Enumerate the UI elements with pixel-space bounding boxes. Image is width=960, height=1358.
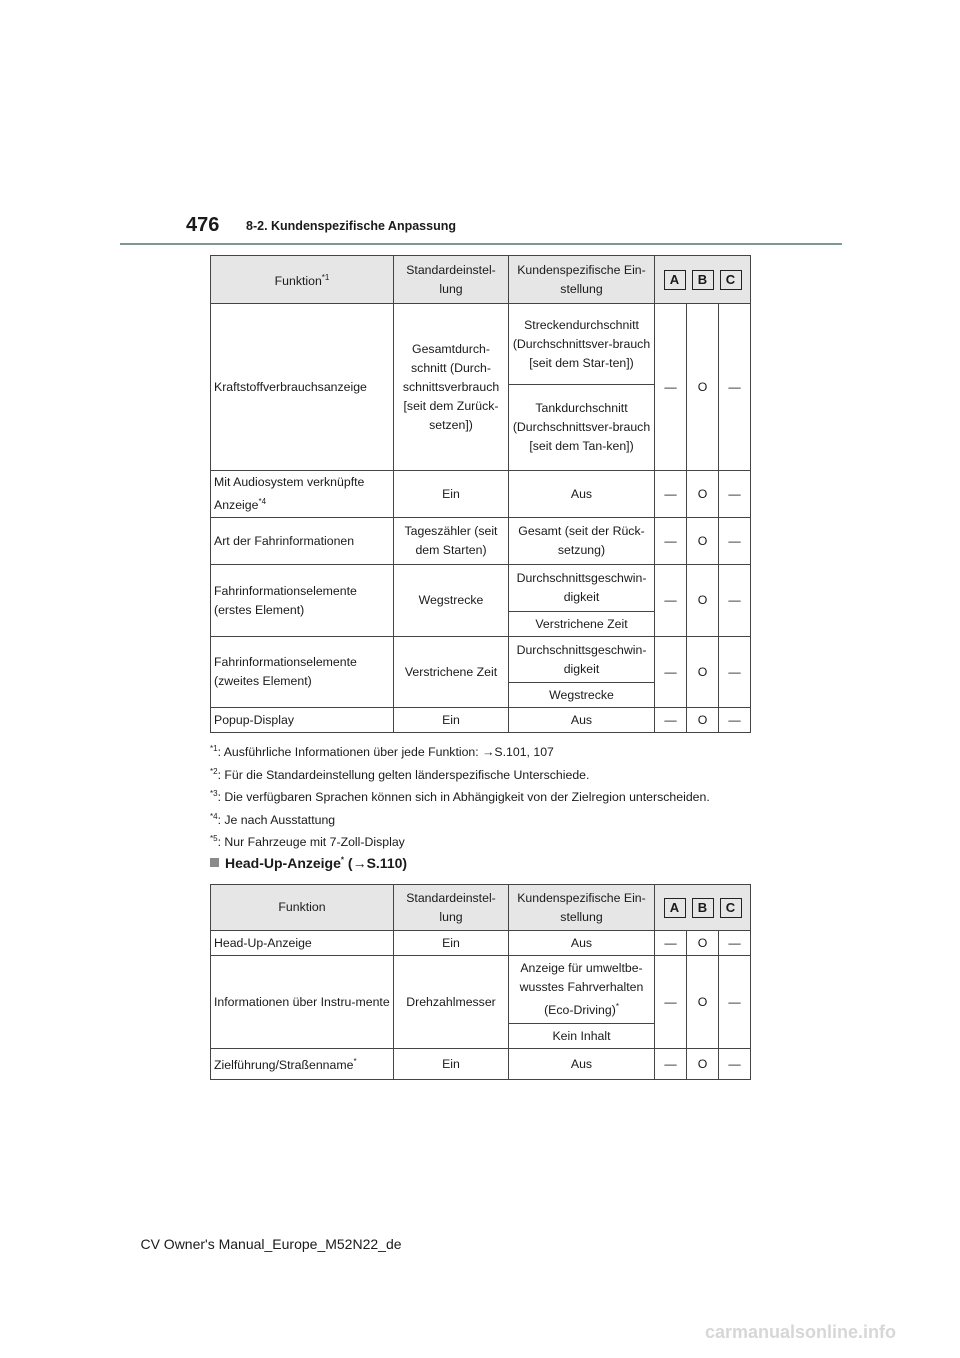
label-a: A — [664, 270, 686, 290]
square-bullet-icon — [210, 858, 219, 867]
table-row — [211, 637, 751, 683]
cell-function: Head-Up-Anzeige — [211, 931, 394, 956]
table-header-row — [211, 256, 751, 304]
col-header-custom: Kundenspezifische Ein-stellung — [509, 885, 655, 931]
label-c: C — [720, 898, 742, 918]
cell-custom: Aus — [509, 708, 655, 733]
cell-custom: Verstrichene Zeit — [509, 612, 655, 637]
col-header-function: Funktion$^{*1}$ — [211, 256, 394, 304]
cell-custom: Aus — [509, 931, 655, 956]
header-rule — [120, 243, 842, 245]
cell-c: — — [719, 518, 751, 565]
cell-custom: Aus — [509, 471, 655, 518]
cell-custom: Gesamt (seit der Rück-setzung) — [509, 518, 655, 565]
cell-a: — — [655, 931, 687, 956]
table-row — [211, 956, 751, 1024]
cell-function: Art der Fahrinformationen — [211, 518, 394, 565]
col-header-custom: Kundenspezifische Ein-stellung — [509, 256, 655, 304]
cell-custom: Durchschnittsgeschwin-digkeit — [509, 637, 655, 683]
cell-custom: Streckendurchschnitt (Durchschnittsver-brauch [seit dem Star-ten]) — [509, 304, 655, 385]
cell-function: Informationen über Instru-mente — [211, 956, 394, 1049]
manual-footer: CV Owner's Manual_Europe_M52N22_de — [140, 1236, 402, 1252]
cell-b: O — [687, 637, 719, 708]
cell-function: Fahrinformationselemente (zweites Element) — [211, 637, 394, 708]
col-header-abc — [655, 885, 751, 931]
table-row — [211, 1049, 751, 1080]
cell-c: — — [719, 637, 751, 708]
cell-custom: Kein Inhalt — [509, 1024, 655, 1049]
cell-function: Mit Audiosystem verknüpfte Anzeige$^{*4}$ — [211, 471, 394, 518]
cell-c: — — [719, 956, 751, 1049]
cell-c: — — [719, 471, 751, 518]
cell-default: Tageszähler (seit dem Starten) — [394, 518, 509, 565]
cell-c: — — [719, 931, 751, 956]
cell-c: — — [719, 1049, 751, 1080]
table-row — [211, 471, 751, 518]
cell-b: O — [687, 518, 719, 565]
footnote-2: $^{*2}$: Für die Standardeinstellung gelten länderspezifische Unterschiede. — [210, 766, 590, 782]
section-title: 8-2. Kundenspezifische Anpassung — [246, 219, 456, 233]
cell-a: — — [655, 304, 687, 471]
cell-b: O — [687, 931, 719, 956]
label-a: A — [664, 898, 686, 918]
cell-custom: Durchschnittsgeschwin-digkeit — [509, 565, 655, 612]
cell-custom: Wegstrecke — [509, 683, 655, 708]
cell-default: Drehzahlmesser — [394, 956, 509, 1049]
cell-custom: Anzeige für umweltbe-wusstes Fahrverhalten (Eco-Driving)* — [509, 956, 655, 1024]
cell-b: O — [687, 708, 719, 733]
cell-function: Popup-Display — [211, 708, 394, 733]
cell-function: Fahrinformationselemente (erstes Element) — [211, 565, 394, 637]
cell-a: — — [655, 637, 687, 708]
footnote-3: $^{*3}$: Die verfügbaren Sprachen können sich in Abhängigkeit von der Zielregion unterscheiden. — [210, 789, 710, 805]
settings-table-1 — [210, 255, 751, 733]
cell-default: Verstrichene Zeit — [394, 637, 509, 708]
label-b: B — [692, 898, 714, 918]
cell-b: O — [687, 1049, 719, 1080]
cell-a: — — [655, 956, 687, 1049]
cell-default: Wegstrecke — [394, 565, 509, 637]
col-header-default: Standardeinstel-lung — [394, 256, 509, 304]
footnote-5: $^{*5}$: Nur Fahrzeuge mit 7-Zoll-Display — [210, 834, 405, 850]
footnotes — [210, 738, 710, 851]
cell-a: — — [655, 1049, 687, 1080]
cell-b: O — [687, 565, 719, 637]
cell-b: O — [687, 471, 719, 518]
cell-a: — — [655, 471, 687, 518]
watermark: carmanualsonline.info — [704, 1322, 896, 1342]
col-header-function: Funktion — [211, 885, 394, 931]
cell-custom: Aus — [509, 1049, 655, 1080]
cell-default: Ein — [394, 931, 509, 956]
cell-b: O — [687, 304, 719, 471]
cell-function: Kraftstoffverbrauchsanzeige — [211, 304, 394, 471]
cell-b: O — [687, 956, 719, 1049]
cell-default: Ein — [394, 471, 509, 518]
table-row — [211, 518, 751, 565]
page-number: 476 — [186, 214, 220, 236]
cell-c: — — [719, 708, 751, 733]
footnote-4: $^{*4}$: Je nach Ausstattung — [210, 811, 336, 827]
cell-c: — — [719, 304, 751, 471]
cell-a: — — [655, 518, 687, 565]
table-row — [211, 708, 751, 733]
table-row — [211, 931, 751, 956]
cell-default: Ein — [394, 1049, 509, 1080]
footnote-1: $^{*1}$: Ausführliche Informationen über jede Funktion: →S.101, 107 — [210, 744, 554, 760]
cell-a: — — [655, 708, 687, 733]
table-row — [211, 565, 751, 612]
cell-custom: Tankdurchschnitt (Durchschnittsver-brauch [seit dem Tan-ken]) — [509, 385, 655, 471]
cell-default: Ein — [394, 708, 509, 733]
col-header-default: Standardeinstel-lung — [394, 885, 509, 931]
cell-function: Zielführung/Straßenname* — [211, 1049, 394, 1080]
label-c: C — [720, 270, 742, 290]
settings-table-2 — [210, 884, 751, 1080]
subsection-heading: Head-Up-Anzeige* (→S.110) — [210, 855, 407, 871]
col-header-abc — [655, 256, 751, 304]
table-row — [211, 304, 751, 385]
label-b: B — [692, 270, 714, 290]
cell-default: Gesamtdurch-schnitt (Durch-schnittsverbrauch [seit dem Zurück-setzen]) — [394, 304, 509, 471]
cell-c: — — [719, 565, 751, 637]
cell-a: — — [655, 565, 687, 637]
table-header-row — [211, 885, 751, 931]
